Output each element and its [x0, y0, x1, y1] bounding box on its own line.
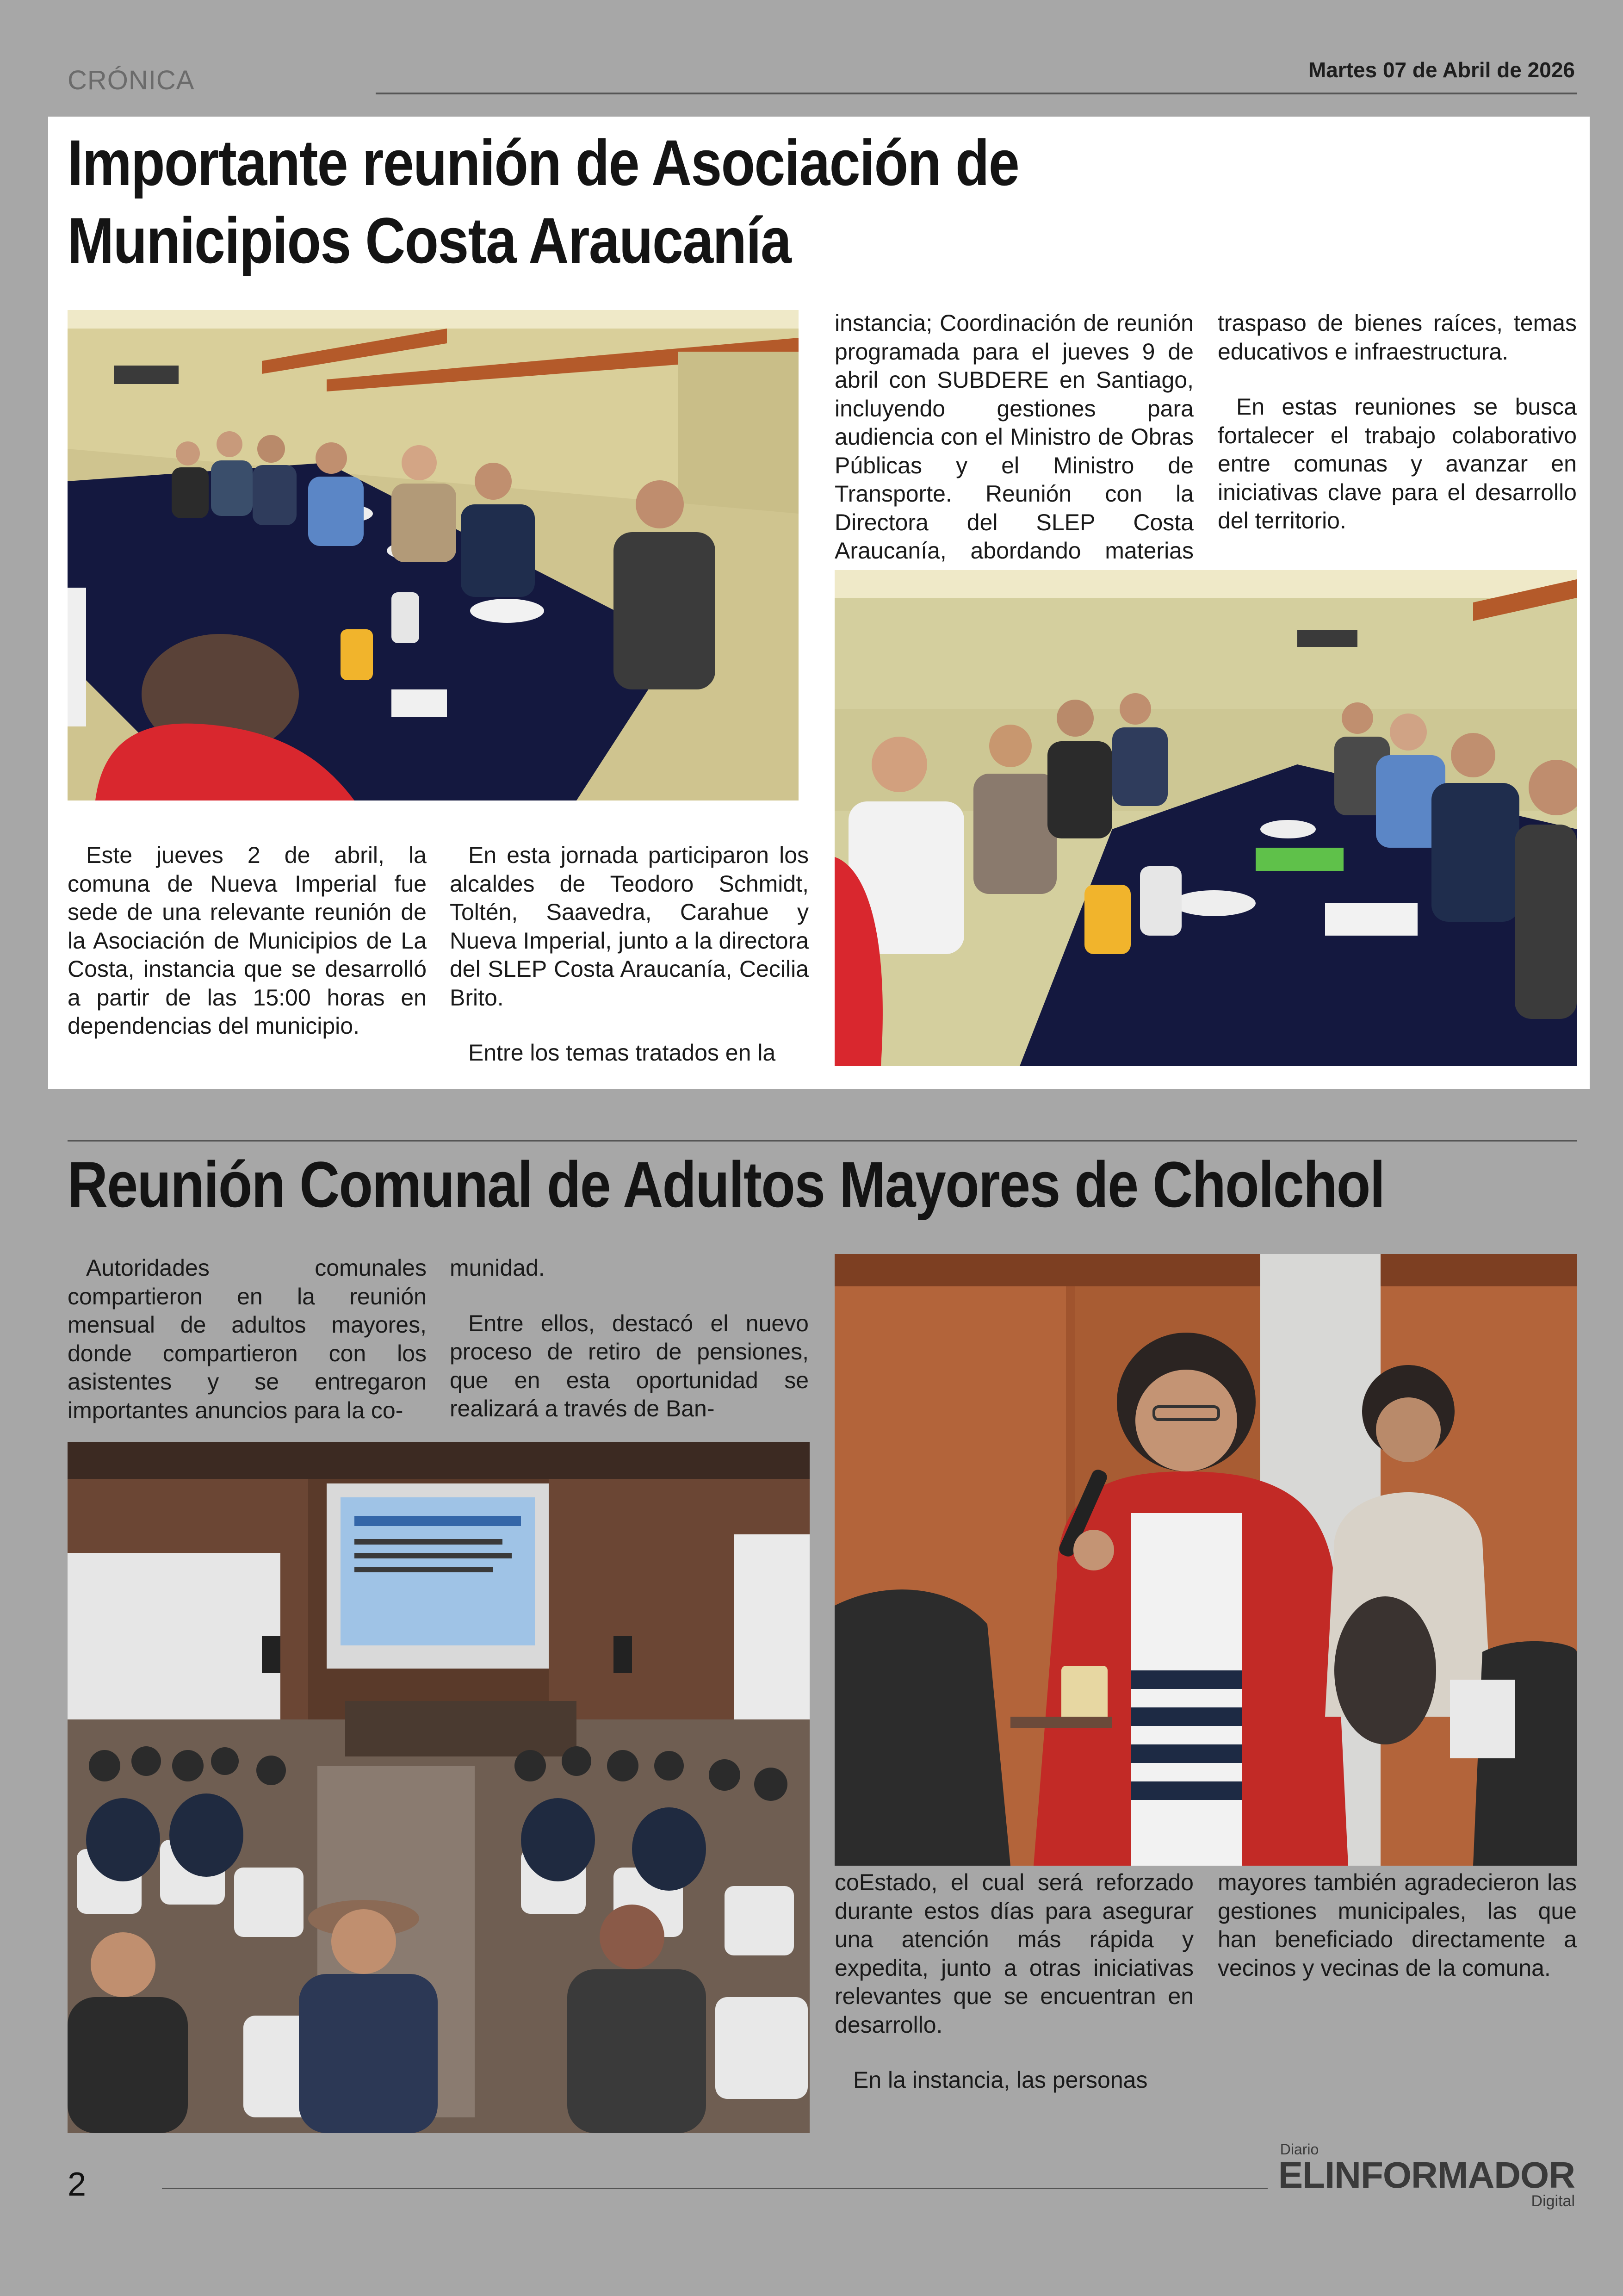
paragraph: En la instancia, las personas — [853, 2067, 1148, 2093]
paragraph: traspaso de bienes raíces, temas educativos e infraestructura. — [1218, 310, 1577, 365]
paragraph: munidad. — [450, 1255, 545, 1281]
footer-rule — [162, 2188, 1268, 2189]
article-1-photo-2 — [835, 570, 1577, 1066]
article-2-column-4 — [1218, 1868, 1577, 2009]
logo-main-text: ELINFORMADOR — [1278, 2154, 1575, 2196]
article-1-column-1 — [68, 841, 427, 1067]
paragraph: mayores también agradecieron las gestiones municipales, las que han beneficiado directamente a vecinos y vecinas de la comuna. — [1218, 1869, 1577, 1981]
logo-sub-text: Digital — [1531, 2192, 1575, 2210]
paragraph: En esta jornada participaron los alcaldes de Teodoro Schmidt, Toltén, Saavedra, Carahue y Nueva Imperial, junto a la directora del SLEP Costa Araucanía, Cecilia Brito. — [450, 842, 809, 1011]
header-rule — [376, 93, 1577, 94]
article-2-column-2 — [450, 1254, 809, 1450]
article-2-photo-2 — [835, 1254, 1577, 1866]
article-1-column-2 — [450, 841, 809, 1094]
page-number: 2 — [68, 2166, 87, 2203]
article-2-title: Reunión Comunal de Adultos Mayores de Cholchol — [68, 1148, 1385, 1221]
logo-small-text: Diario — [1280, 2141, 1319, 2158]
publication-logo — [1278, 2141, 1575, 2209]
article-1-title-line-1: Importante reunión de Asociación de — [68, 126, 1019, 199]
article-1-column-4 — [1218, 309, 1577, 562]
paragraph: Autoridades comunales compartieron en la reunión mensual de adultos mayores, donde compartieron con los asistentes y se entregaron importantes anuncios para la co- — [68, 1255, 427, 1423]
article-2-photo-1 — [68, 1442, 810, 2133]
paragraph: Entre ellos, destacó el nuevo proceso de retiro de pensiones, que en esta oportunidad se realizará a través de Ban- — [450, 1310, 809, 1421]
paragraph: En estas reuniones se busca fortalecer el trabajo colaborativo entre comunas y avanzar en iniciativas clave para el desarrollo del territorio. — [1218, 394, 1577, 534]
article-1-title-line-2: Municipios Costa Araucanía — [68, 204, 791, 277]
section-label: CRÓNICA — [68, 65, 195, 95]
article-2-column-3 — [835, 1868, 1194, 2122]
issue-date: Martes 07 de Abril de 2026 — [1308, 58, 1575, 82]
article-1-photo-1 — [68, 310, 799, 800]
article-2-rule — [68, 1140, 1577, 1142]
paragraph: coEstado, el cual será reforzado durante estos días para asegurar una atención más rápida y expedita, junto a otras iniciativas relevantes que se encuentran en desarrollo. — [835, 1869, 1194, 2038]
article-2-column-1 — [68, 1254, 427, 1452]
paragraph: instancia; Coordinación de reunión programada para el jueves 9 de abril con SUBDERE en Santiago, incluyendo gestiones para audiencia con el Ministro de Obras Públicas y el Ministro de Transporte. Reunión con la Directora del SLEP Costa Araucanía, abordando materias — [835, 310, 1194, 564]
paragraph: Este jueves 2 de abril, la comuna de Nueva Imperial fue sede de una relevante reunión de la Asociación de Municipios de La Costa, instancia que se desarrolló a partir de las 15:00 horas en dependencias del municipio. — [68, 842, 427, 1039]
paragraph: Entre los temas tratados en la — [468, 1040, 776, 1066]
article-1-title — [68, 124, 1019, 279]
